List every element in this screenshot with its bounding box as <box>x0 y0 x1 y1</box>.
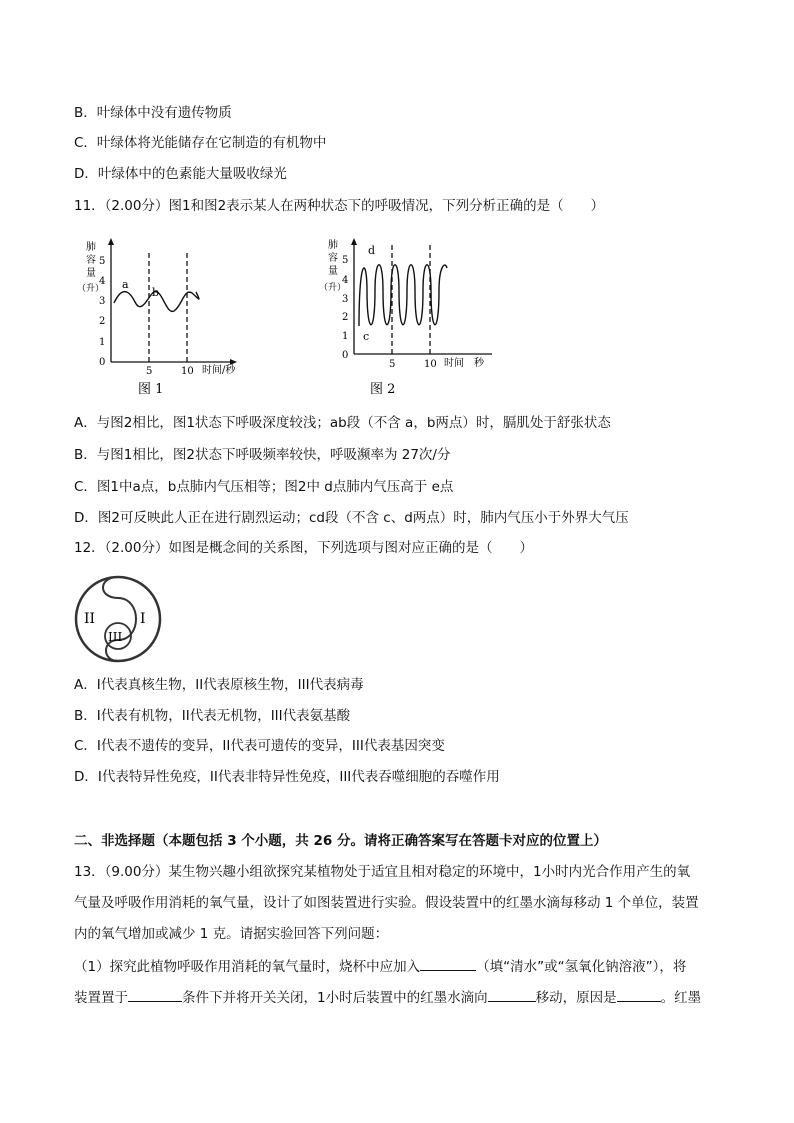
q11-figure-2 <box>312 236 512 406</box>
q13-blank-2[interactable] <box>128 988 182 1002</box>
fig2-xtick-10: 10 <box>424 359 437 370</box>
fig2-xlabel: 时间 <box>444 358 464 369</box>
fig2-caption: 图 2 <box>370 382 396 397</box>
q11-figure-1 <box>74 236 274 406</box>
q13-p2-text-b: 条件下并将开关关闭，1小时后装置中的红墨水滴向 <box>182 990 488 1006</box>
q13-part-1-line-2 <box>74 988 701 1007</box>
fig1-ytick-2: 2 <box>99 316 106 327</box>
fig2-ylabel-2: 量 <box>328 266 338 277</box>
fig1-xtick-10: 10 <box>181 366 194 377</box>
q11-option-a: A．与图2相比，图1状态下呼吸深度较浅；ab段（不含 a，b两点）时，膈肌处于舒张状态 <box>74 415 611 431</box>
fig1-ylabel-2: 量 <box>86 268 96 279</box>
fig1-caption: 图 1 <box>138 382 164 397</box>
q10-option-d: D．叶绿体中的色素能大量吸收绿光 <box>74 166 287 182</box>
fig1-xlabel: 时间/秒 <box>202 365 236 376</box>
q13-blank-1[interactable] <box>420 957 476 971</box>
fig2-breathing-curve <box>359 265 447 326</box>
fig1-ylabel-3: （升） <box>77 284 105 294</box>
fig2-ylabel-1: 容 <box>328 253 338 264</box>
q11-option-b: B．与图1相比，图2状态下呼吸频率较快，呼吸濒率为 27次/分 <box>74 447 451 463</box>
fig1-ytick-5: 5 <box>99 256 106 267</box>
q13-blank-3[interactable] <box>488 988 536 1002</box>
section-2-heading: 二、非选择题（本题包括 3 个小题，共 26 分。请将正确答案写在答题卡对应的位置上） <box>74 833 607 849</box>
fig2-ylabel-0: 肺 <box>328 240 338 251</box>
fig2-ytick-1: 1 <box>342 331 349 342</box>
q12-option-a: A．I代表真核生物，II代表原核生物，III代表病毒 <box>74 677 364 693</box>
q13-p1-text-a: （1）探究此植物呼吸作用消耗的氧气量时，烧杯中应加入 <box>74 959 421 975</box>
q13-line-2: 气量及呼吸作用消耗的氧气量，设计了如图装置进行实验。假设装置中的红墨水滴每移动 1 个单位，装置 <box>74 895 699 911</box>
fig2-ytick-0: 0 <box>342 350 349 361</box>
q13-line-1: 13．（9.00分）某生物兴趣小组欲探究某植物处于适宜且相对稳定的环境中，1小时内光合作用产生的氧 <box>74 864 691 880</box>
fig1-ytick-4: 4 <box>99 276 106 287</box>
fig2-point-d: d <box>368 244 376 257</box>
q13-part-1-line-1 <box>74 957 686 976</box>
fig1-point-a: a <box>122 278 129 291</box>
q12-concept-diagram <box>72 574 166 666</box>
fig1-ylabel-0: 肺 <box>86 242 96 253</box>
fig2-ylabel-3: （升） <box>319 283 347 293</box>
q13-p2-text-d: 。红墨 <box>660 990 702 1006</box>
q13-p1-text-b: （填“清水”或“氢氧化钠溶液”），将 <box>476 959 687 975</box>
fig2-ytick-3: 3 <box>342 294 349 305</box>
q13-p2-text-a: 装置置于 <box>74 990 128 1006</box>
fig1-point-b: b <box>152 286 160 299</box>
fig1-ytick-3: 3 <box>99 296 106 307</box>
q11-option-d: D．图2可反映此人正在进行剧烈运动；cd段（不含 c、d两点）时，肺内气压小于外界大气压 <box>74 510 629 526</box>
q12-option-c: C．I代表不遗传的变异，II代表可遗传的变异，III代表基因突变 <box>74 738 445 754</box>
q11-stem: 11．（2.00分）图1和图2表示某人在两种状态下的呼吸情况，下列分析正确的是（ ） <box>74 198 605 214</box>
fig2-point-c: c <box>363 330 370 343</box>
q12-stem: 12．（2.00分）如图是概念间的关系图，下列选项与图对应正确的是（ ） <box>74 540 533 556</box>
q13-line-3: 内的氧气增加或减少 1 克。请据实验回答下列问题： <box>74 926 389 942</box>
fig2-ytick-5: 5 <box>342 255 349 266</box>
fig2-ytick-2: 2 <box>342 312 349 323</box>
fig1-xtick-5: 5 <box>146 366 153 377</box>
q12-option-d: D．I代表特异性免疫，II代表非特异性免疫，III代表吞噬细胞的吞噬作用 <box>74 769 500 785</box>
label-I: I <box>140 611 146 627</box>
q13-blank-4[interactable] <box>617 988 661 1002</box>
label-II: II <box>84 611 96 627</box>
fig2-xtick-5: 5 <box>389 359 396 370</box>
fig2-xlabel-unit: 秒 <box>474 358 484 369</box>
fig1-ytick-0: 0 <box>99 357 106 368</box>
q13-p2-text-c: 移动，原因是 <box>535 990 617 1006</box>
q10-option-b: B．叶绿体中没有遗传物质 <box>74 105 232 121</box>
q11-option-c: C．图1中a点，b点肺内气压相等；图2中 d点肺内气压高于 e点 <box>74 479 454 495</box>
fig1-ytick-1: 1 <box>99 337 106 348</box>
fig2-ytick-4: 4 <box>342 275 349 286</box>
fig1-ylabel-1: 容 <box>86 255 96 266</box>
q10-option-c: C．叶绿体将光能储存在它制造的有机物中 <box>74 135 327 151</box>
q12-option-b: B．I代表有机物，II代表无机物，III代表氨基酸 <box>74 708 351 724</box>
label-III: III <box>108 630 123 644</box>
